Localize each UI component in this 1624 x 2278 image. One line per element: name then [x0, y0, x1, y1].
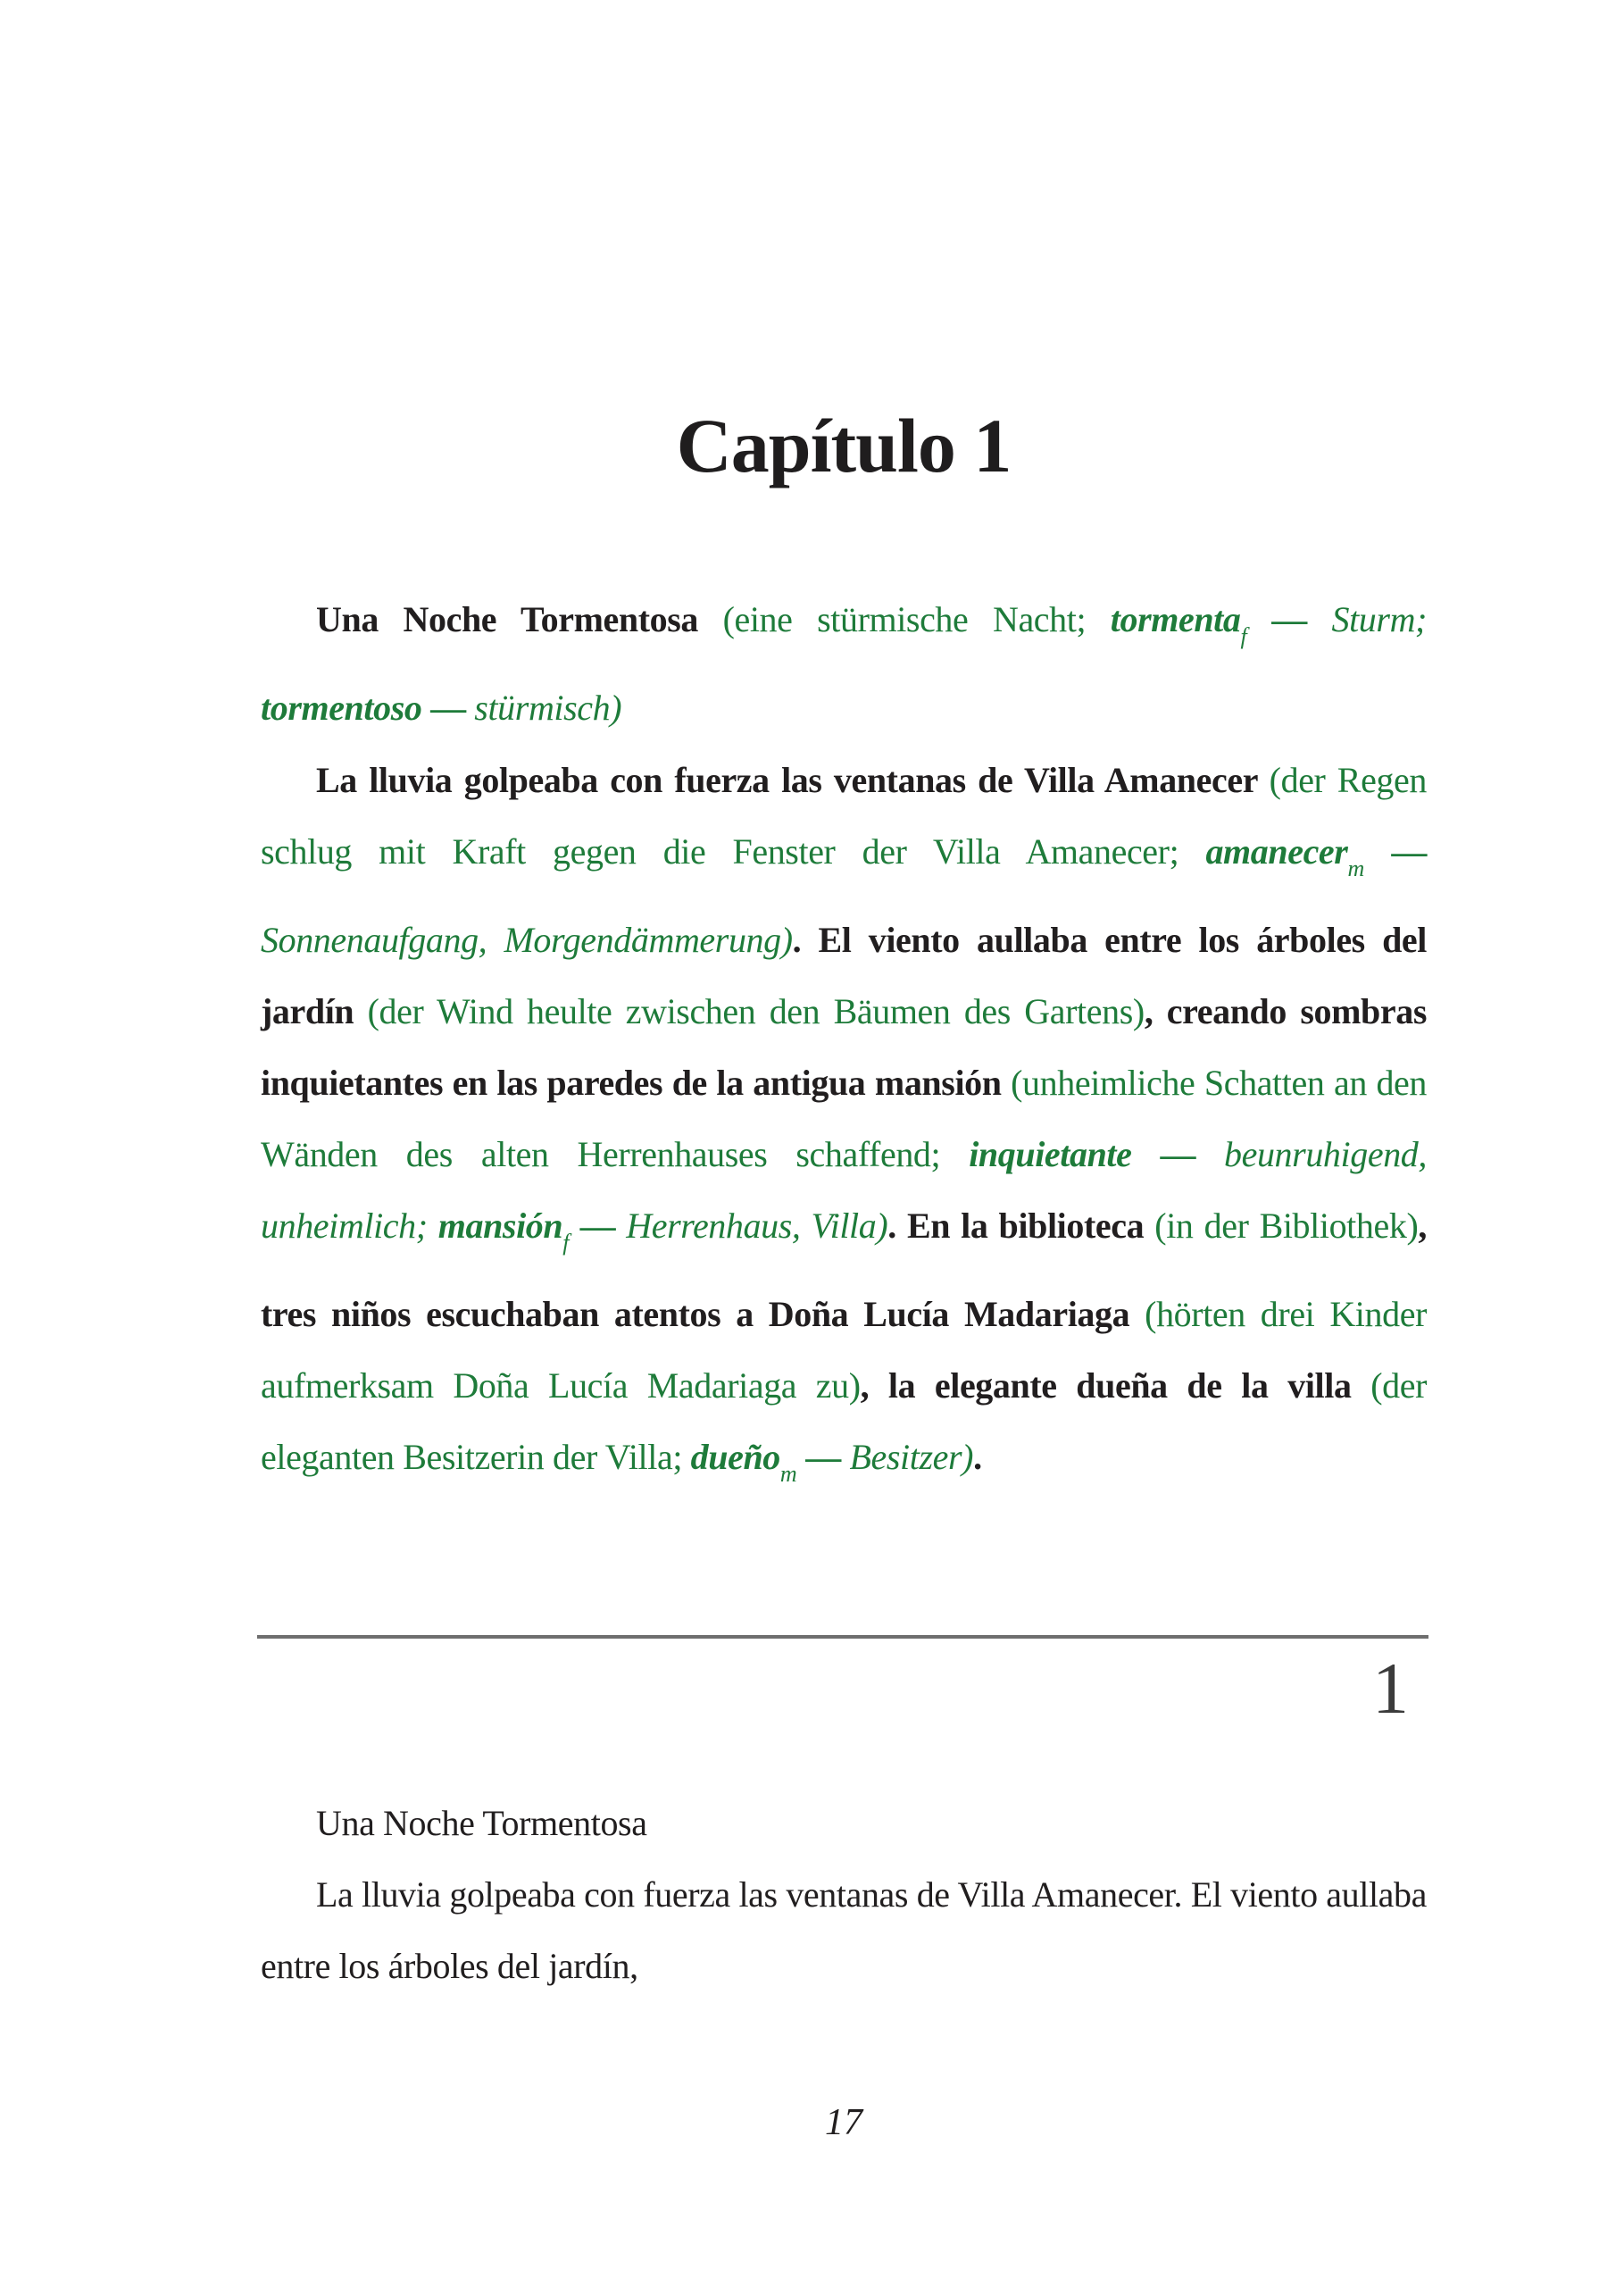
vocab-paragraph-body [261, 745, 1427, 1510]
text-run: (hörten drei Kinder aufmerksam Doña Lucía Madariaga zu) [261, 1294, 1427, 1406]
text-run: . [973, 1437, 982, 1477]
text-run: Herrenhaus, Villa) [626, 1206, 888, 1246]
text-run: mansión [437, 1206, 563, 1246]
text-run: . En la biblioteca [887, 1206, 1155, 1246]
text-run: amanecer [1205, 831, 1348, 872]
text-run: (unheimliche Schatten an den Wänden des alten Herrenhauses schaffend; [261, 1063, 1427, 1174]
text-run: — [796, 1437, 850, 1477]
text-run: f [1240, 623, 1247, 649]
text-run: stürmisch) [474, 688, 622, 728]
text-run: m [1347, 855, 1365, 881]
section-body-text: La lluvia golpeaba con fuerza las ventanas de Villa Amanecer. El viento aullaba entre los árboles del jardín, [261, 1874, 1427, 1986]
text-run: — [421, 688, 475, 728]
text-run: (in der Bibliothek) [1154, 1206, 1419, 1246]
section-number: 1 [1372, 1648, 1409, 1729]
text-run: — [1131, 1134, 1224, 1174]
text-run: — [1246, 599, 1332, 639]
text-run: tormentoso [261, 688, 422, 728]
vocab-paragraph-heading [261, 584, 1427, 744]
text-run: . El viento aullaba entre los árboles del jardín [261, 920, 1427, 1031]
text-run: f [562, 1230, 570, 1256]
text-run: , tres niños escuchaban atentos a Doña Lucía Madariaga [261, 1206, 1427, 1334]
text-run: — [1364, 831, 1427, 872]
text-run: Una Noche Tormentosa [316, 599, 698, 639]
text-run: , la elegante dueña de la villa [860, 1365, 1371, 1406]
text-run: (der Wind heulte zwischen den Bäumen des Gartens) [367, 991, 1145, 1031]
section-divider-rule [257, 1635, 1428, 1639]
page-number: 17 [825, 2102, 862, 2143]
text-run: Besitzer) [849, 1437, 974, 1477]
text-run: m [779, 1461, 797, 1487]
text-run: dueño [690, 1437, 780, 1477]
text-run: (der Regen schlug mit Kraft gegen die Fenster der Villa Amanecer; [261, 760, 1427, 872]
text-run: (eine stürmische Nacht; [697, 599, 1111, 639]
text-run: (der eleganten Besitzerin der Villa; [261, 1365, 1427, 1477]
text-run: beunruhigend, unheimlich; [261, 1134, 1427, 1246]
text-run: Sonnenaufgang, Morgendämmerung) [261, 920, 793, 960]
text-run: — [569, 1206, 627, 1246]
text-run: La lluvia golpeaba con fuerza las ventanas de Villa Amanecer [316, 760, 1270, 800]
text-run: tormenta [1110, 599, 1241, 639]
chapter-title: Capítulo 1 [676, 402, 1012, 488]
text-run: inquietante [969, 1134, 1132, 1174]
text-run: , creando sombras inquietantes en las paredes de la antigua mansión [261, 991, 1427, 1103]
text-run: Sturm; [1331, 599, 1427, 639]
section-heading: Una Noche Tormentosa [316, 1803, 647, 1843]
